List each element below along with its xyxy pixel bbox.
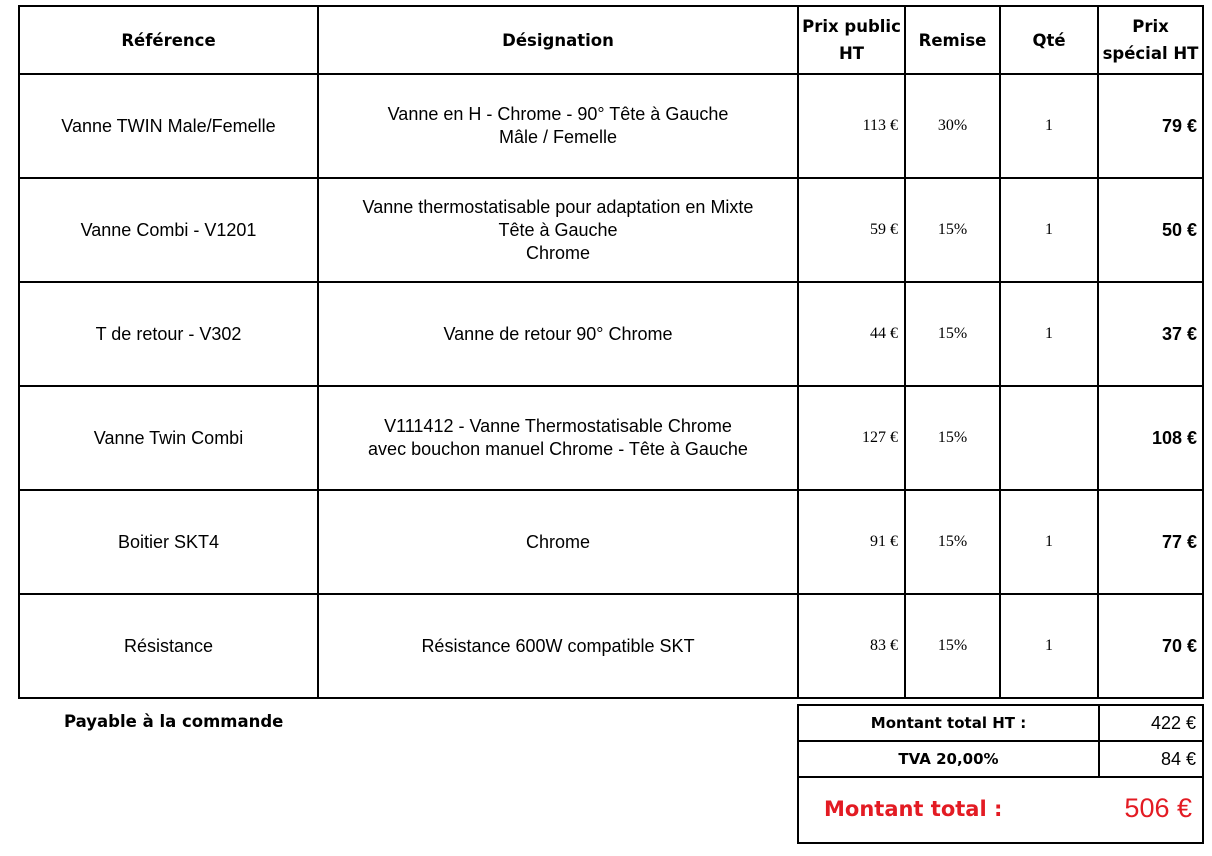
totals-table bbox=[797, 704, 1204, 778]
cell-qte: 1 bbox=[1000, 490, 1098, 594]
header-qte: Qté bbox=[1000, 6, 1098, 74]
header-prix-special bbox=[1098, 6, 1203, 74]
cell-reference: Vanne Combi - V1201 bbox=[19, 178, 318, 282]
cell-prix-public: 127 € bbox=[798, 386, 905, 490]
cell-prix-special: 77 € bbox=[1098, 490, 1203, 594]
cell-remise: 15% bbox=[905, 282, 1000, 386]
cell-reference: Vanne TWIN Male/Femelle bbox=[19, 74, 318, 178]
header-reference: Référence bbox=[19, 6, 318, 74]
cell-prix-public: 59 € bbox=[798, 178, 905, 282]
quote-table bbox=[18, 5, 1204, 699]
designation-line: Vanne de retour 90° Chrome bbox=[443, 323, 673, 344]
header-prix-special-line1: Prix bbox=[1132, 17, 1169, 36]
cell-prix-public: 83 € bbox=[798, 594, 905, 698]
grand-total-value: 506 € bbox=[1099, 775, 1203, 843]
cell-remise: 15% bbox=[905, 386, 1000, 490]
cell-remise: 15% bbox=[905, 490, 1000, 594]
header-prix-special-line2: spécial HT bbox=[1102, 44, 1199, 63]
tva-value: 84 € bbox=[1099, 741, 1203, 777]
designation-line: Vanne thermostatisable pour adaptation en Mixte bbox=[362, 196, 754, 217]
cell-designation bbox=[318, 490, 798, 594]
grand-total-table bbox=[797, 775, 1204, 844]
cell-designation bbox=[318, 282, 798, 386]
cell-qte: 1 bbox=[1000, 594, 1098, 698]
designation-line: Chrome bbox=[525, 531, 591, 552]
total-ht-value: 422 € bbox=[1099, 705, 1203, 741]
cell-remise: 15% bbox=[905, 178, 1000, 282]
cell-prix-special: 79 € bbox=[1098, 74, 1203, 178]
tva-label: TVA 20,00% bbox=[798, 741, 1099, 777]
table-row bbox=[19, 594, 1203, 698]
designation-line: avec bouchon manuel Chrome - Tête à Gauche bbox=[368, 439, 748, 459]
cell-prix-public: 91 € bbox=[798, 490, 905, 594]
table-row bbox=[19, 386, 1203, 490]
table-row bbox=[19, 282, 1203, 386]
grand-total-label: Montant total : bbox=[798, 775, 1099, 843]
table-row bbox=[19, 178, 1203, 282]
cell-qte: 1 bbox=[1000, 74, 1098, 178]
designation-line: Résistance 600W compatible SKT bbox=[421, 635, 695, 656]
designation-line: V111412 - Vanne Thermostatisable Chrome bbox=[384, 416, 732, 436]
cell-designation bbox=[318, 386, 798, 490]
tva-row bbox=[798, 741, 1203, 777]
cell-prix-special: 37 € bbox=[1098, 282, 1203, 386]
designation-line: Vanne en H - Chrome - 90° Tête à Gauche bbox=[387, 104, 729, 124]
cell-designation bbox=[318, 178, 798, 282]
header-prix-public-line2: HT bbox=[838, 44, 865, 63]
cell-qte bbox=[1000, 386, 1098, 490]
cell-reference: Résistance bbox=[19, 594, 318, 698]
header-prix-public bbox=[798, 6, 905, 74]
cell-remise: 15% bbox=[905, 594, 1000, 698]
header-remise: Remise bbox=[905, 6, 1000, 74]
table-row bbox=[19, 74, 1203, 178]
designation-line: Mâle / Femelle bbox=[498, 127, 618, 147]
cell-reference: T de retour - V302 bbox=[19, 282, 318, 386]
cell-reference: Boitier SKT4 bbox=[19, 490, 318, 594]
cell-qte: 1 bbox=[1000, 178, 1098, 282]
cell-qte: 1 bbox=[1000, 282, 1098, 386]
total-ht-label: Montant total HT : bbox=[798, 705, 1099, 741]
cell-remise: 30% bbox=[905, 74, 1000, 178]
payment-note: Payable à la commande bbox=[64, 712, 284, 731]
total-ht-row bbox=[798, 705, 1203, 741]
designation-line: Tête à Gauche bbox=[498, 219, 618, 240]
grand-total-row bbox=[798, 775, 1203, 843]
table-row bbox=[19, 490, 1203, 594]
cell-prix-special: 70 € bbox=[1098, 594, 1203, 698]
cell-prix-special: 50 € bbox=[1098, 178, 1203, 282]
header-prix-public-line1: Prix public bbox=[802, 17, 901, 36]
cell-reference: Vanne Twin Combi bbox=[19, 386, 318, 490]
header-designation: Désignation bbox=[318, 6, 798, 74]
designation-line: Chrome bbox=[525, 242, 591, 263]
cell-prix-special: 108 € bbox=[1098, 386, 1203, 490]
cell-designation bbox=[318, 74, 798, 178]
cell-designation bbox=[318, 594, 798, 698]
header-row bbox=[19, 6, 1203, 74]
cell-prix-public: 44 € bbox=[798, 282, 905, 386]
cell-prix-public: 113 € bbox=[798, 74, 905, 178]
